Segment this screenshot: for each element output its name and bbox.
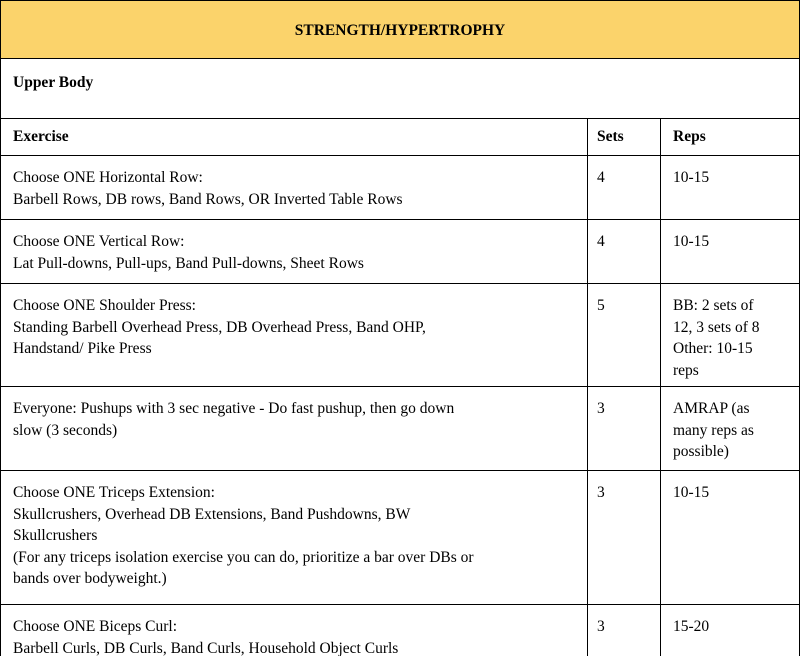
sets-cell: 3 [588, 387, 661, 471]
table-row [1, 605, 800, 656]
sets-cell: 3 [588, 471, 661, 605]
section-heading: Upper Body [13, 74, 94, 91]
reps-cell: 10-15 [661, 220, 800, 284]
header-sets: Sets [588, 119, 661, 156]
header-exercise: Exercise [1, 119, 588, 156]
exercise-cell: Choose ONE Biceps Curl: Barbell Curls, DB Curls, Band Curls, Household Object Curls [1, 605, 588, 656]
reps-cell: 10-15 [661, 471, 800, 605]
reps-cell: BB: 2 sets of 12, 3 sets of 8 Other: 10-15 reps [661, 284, 800, 387]
sets-cell: 4 [588, 220, 661, 284]
reps-cell: AMRAP (as many reps as possible) [661, 387, 800, 471]
section-row [1, 59, 800, 119]
title-row [1, 1, 800, 59]
sets-cell: 4 [588, 156, 661, 220]
exercise-cell: Choose ONE Horizontal Row: Barbell Rows, DB rows, Band Rows, OR Inverted Table Rows [1, 156, 588, 220]
table-row [1, 220, 800, 284]
sets-cell: 5 [588, 284, 661, 387]
reps-cell: 15-20 [661, 605, 800, 656]
exercise-cell: Choose ONE Triceps Extension: Skullcrushers, Overhead DB Extensions, Band Pushdowns, BW Skullcrushers (For any triceps isolation exercise you can do, prioritize a bar over DBs or bands over bodyweight.) [1, 471, 588, 605]
table-row [1, 387, 800, 471]
table-title: STRENGTH/HYPERTROPHY [294, 21, 506, 39]
table-row [1, 284, 800, 387]
exercise-cell: Choose ONE Shoulder Press: Standing Barbell Overhead Press, DB Overhead Press, Band OHP, Handstand/ Pike Press [1, 284, 588, 387]
table-row [1, 156, 800, 220]
table-row [1, 471, 800, 605]
header-reps: Reps [661, 119, 800, 156]
sets-cell: 3 [588, 605, 661, 656]
reps-cell: 10-15 [661, 156, 800, 220]
exercise-cell: Choose ONE Vertical Row: Lat Pull-downs, Pull-ups, Band Pull-downs, Sheet Rows [1, 220, 588, 284]
section-cell [1, 59, 800, 119]
exercise-cell: Everyone: Pushups with 3 sec negative - Do fast pushup, then go down slow (3 seconds) [1, 387, 588, 471]
table-title-cell [1, 1, 800, 59]
column-header-row [1, 119, 800, 156]
